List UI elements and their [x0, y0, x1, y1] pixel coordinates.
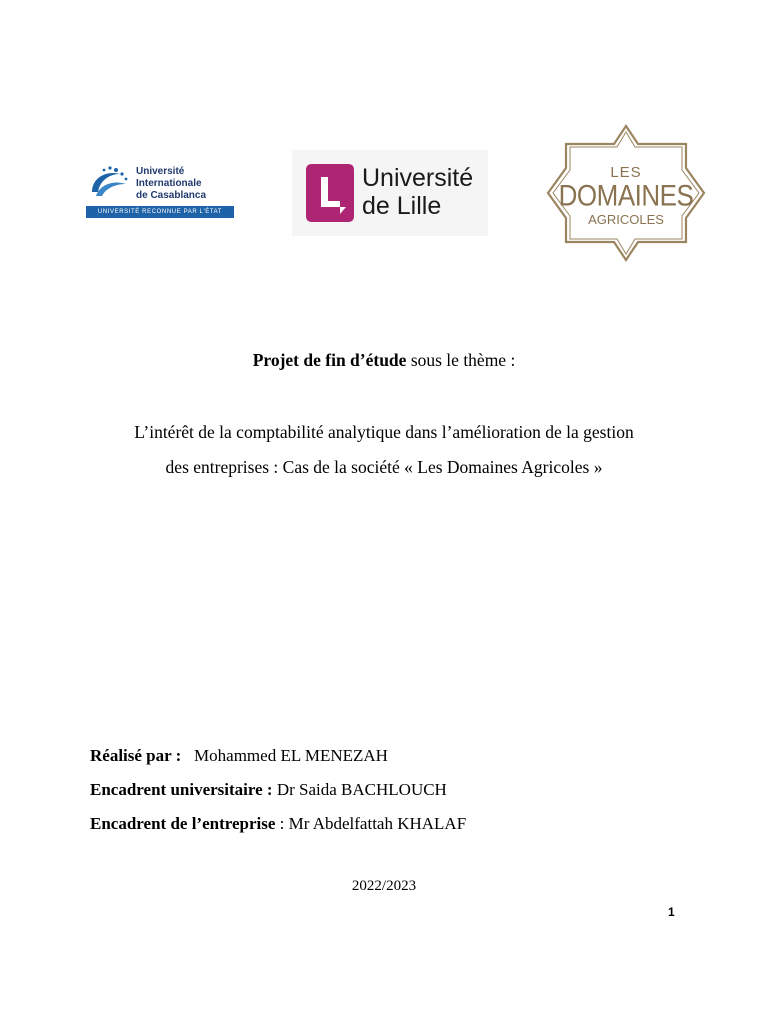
domaines-agricoles: AGRICOLES	[588, 212, 664, 227]
page-number: 1	[668, 905, 675, 919]
credit-academic-value: Dr Saida BACHLOUCH	[272, 780, 447, 799]
uic-name: Université Internationale de Casablanca	[136, 166, 207, 201]
title-line-1: L’intérêt de la comptabilité analytique dans l’amélioration de la gestion	[134, 422, 634, 442]
credit-author	[90, 746, 388, 766]
domaines-main: DOMAINES	[558, 177, 694, 213]
uic-emblem-icon	[86, 162, 132, 202]
uic-tagline: UNIVERSITÉ RECONNUE PAR L'ÉTAT	[86, 206, 234, 218]
lille-name: Université de Lille	[362, 164, 474, 220]
lille-mark-icon	[306, 164, 354, 222]
domaines-logo	[546, 124, 706, 262]
uic-logo	[86, 156, 236, 220]
credit-company-value: : Mr Abdelfattah KHALAF	[275, 814, 467, 833]
project-heading-bold: Projet de fin d’étude	[252, 350, 407, 370]
credit-company-supervisor	[90, 814, 466, 834]
project-heading-rest: sous le thème :	[406, 350, 516, 370]
project-heading	[0, 350, 768, 371]
lille-logo	[292, 150, 488, 236]
domaines-les: LES	[610, 164, 642, 181]
academic-year: 2022/2023	[351, 878, 417, 894]
credit-company-label: Encadrent de l’entreprise	[90, 814, 276, 833]
credit-academic-label: Encadrent universitaire :	[90, 780, 273, 799]
credit-academic-supervisor	[90, 780, 447, 800]
credit-author-label: Réalisé par :	[90, 746, 182, 765]
title-line-2: des entreprises : Cas de la société « Les Domaines Agricoles »	[165, 457, 603, 477]
credit-author-value: Mohammed EL MENEZAH	[181, 746, 388, 765]
